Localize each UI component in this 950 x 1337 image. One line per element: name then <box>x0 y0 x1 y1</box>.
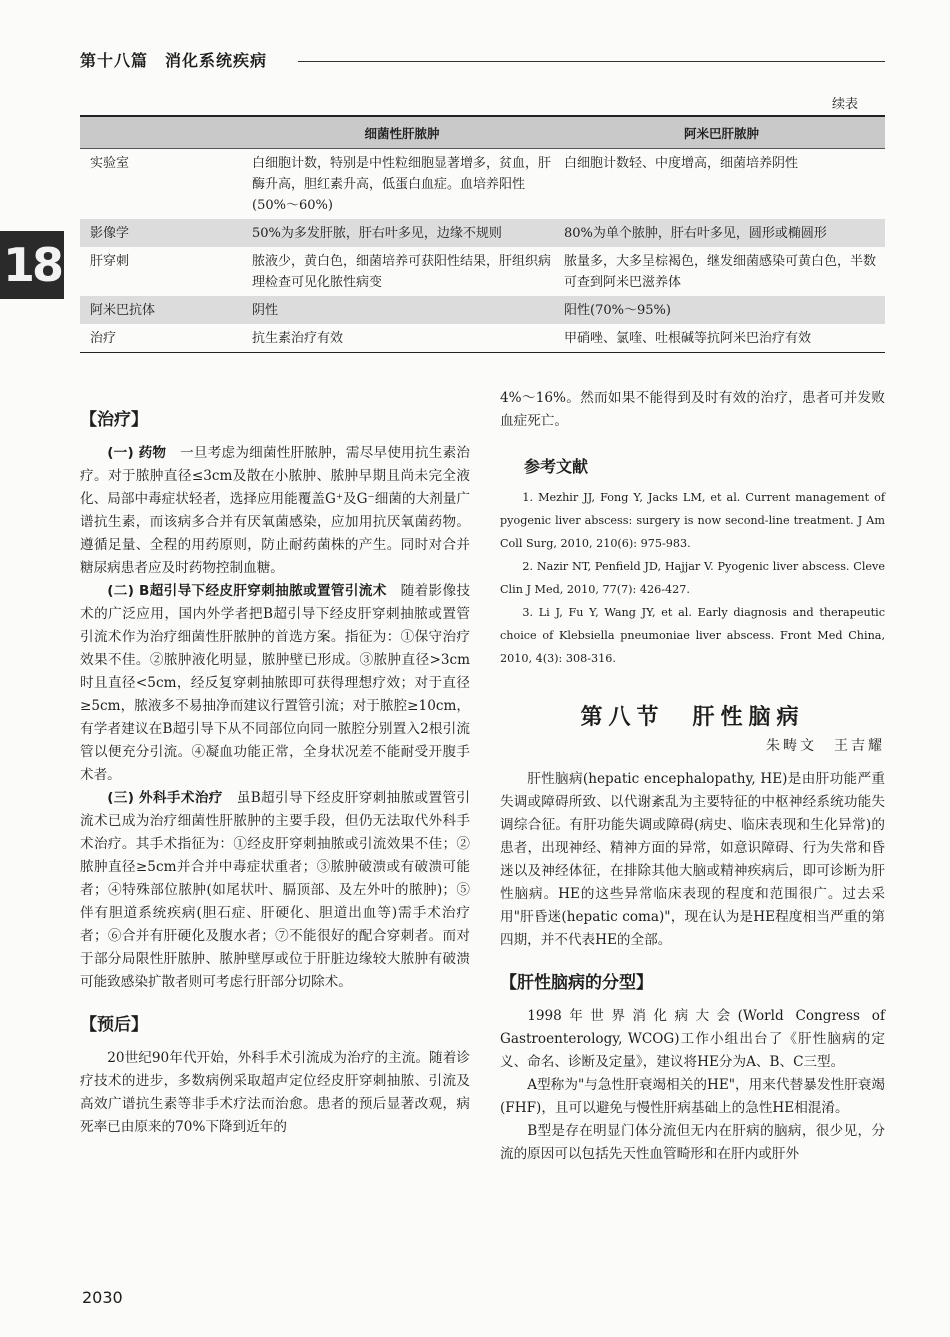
running-header <box>80 48 885 76</box>
reference-item: 1. Mezhir JJ, Fong Y, Jacks LM, et al. Current management of pyogenic liver abscess: surgery is now second-line treatment. J Am Coll Surg, 2010, 210(6): 975-983. <box>500 491 885 550</box>
cell-amoebic: 阳性(70%～95%) <box>558 296 885 324</box>
cell-bacterial: 50%为多发肝脓，肝右叶多见，边缘不规则 <box>246 219 558 247</box>
cell-bacterial: 阴性 <box>246 296 558 324</box>
surgery-paragraph <box>80 787 470 994</box>
table-row <box>80 149 885 220</box>
prognosis-continuation: 4%～16%。然而如果不能得到及时有效的治疗，患者可并发败血症死亡。 <box>500 390 885 429</box>
comparison-table <box>80 115 885 353</box>
table-row <box>80 324 885 353</box>
drug-paragraph <box>80 442 470 580</box>
right-column <box>500 387 885 1166</box>
reference-item: 3. Li J, Fu Y, Wang JY, et al. Early diagnosis and therapeutic choice of Klebsiella pneumoniae liver abscess. Front Med China, 2010, 4(3): 308-316. <box>500 606 885 665</box>
table-row <box>80 296 885 324</box>
surgery-text: 虽B超引导下经皮肝穿刺抽脓或置管引流术已成为治疗细菌性肝脓肿的主要手段，但仍无法取代外科手术治疗。其手术指征为：①经皮肝穿刺抽脓或引流效果不佳；②脓肿直径≥5cm并合并中毒症状重者；③脓肿破溃或有破溃可能者；④特殊部位脓肿(如尾状叶、膈顶部、及左外叶的脓肿)；⑤伴有胆道系统疾病(胆石症、肝硬化、胆道出血等)需手术治疗者；⑥合并有肝硬化及腹水者；⑦不能很好的配合穿刺者。而对于部分局限性肝脓肿、脓肿壁厚或位于肝脏边缘较大脓肿有破溃可能致感染扩散者则可考虑行肝部分切除术。 <box>80 790 471 990</box>
row-label: 实验室 <box>90 156 130 171</box>
reference-item: 2. Nazir NT, Penfield JD, Hajjar V. Pyogenic liver abscess. Cleve Clin J Med, 2010, 77(7): 426-427. <box>500 560 885 596</box>
drainage-subheading: (二) B超引导下经皮肝穿刺抽脓或置管引流术 <box>107 583 387 599</box>
cell-amoebic: 甲硝唑、氯喹、吐根碱等抗阿米巴治疗有效 <box>558 324 885 353</box>
cell-bacterial: 白细胞计数，特别是中性粒细胞显著增多，贫血，肝酶升高，胆红素升高，低蛋白血症。血培养阳性(50%～60%) <box>252 156 552 213</box>
prognosis-paragraph: 20世纪90年代开始，外科手术引流成为治疗的主流。随着诊疗技术的进步，多数病例采取超声定位经皮肝穿刺抽脓、引流及高效广谱抗生素等非手术疗法而治愈。患者的预后显著改观，病死率已由原来的70%下降到近年的 <box>80 1050 470 1135</box>
table-row <box>80 247 885 296</box>
cell-bacterial: 脓液少，黄白色，细菌培养可获阳性结果，肝组织病理检查可见化脓性病变 <box>252 254 552 290</box>
left-column <box>80 387 470 1139</box>
section-title: 第八节 肝性脑病 <box>580 705 805 730</box>
header-rule <box>298 61 885 62</box>
row-label: 肝穿刺 <box>90 254 130 269</box>
table-header-cell: 阿米巴肝脓肿 <box>558 116 885 149</box>
row-label: 治疗 <box>80 324 246 353</box>
table-header-row <box>80 116 885 149</box>
part-title: 第十八篇 消化系统疾病 <box>80 51 268 70</box>
drug-subheading: (一) 药物 <box>107 445 167 461</box>
chapter-thumb-tab: 18 <box>0 231 64 299</box>
section-authors: 朱畴文 王吉耀 <box>766 738 885 754</box>
cell-bacterial: 抗生素治疗有效 <box>246 324 558 353</box>
page-number: 2030 <box>82 1288 123 1307</box>
drug-text: 一旦考虑为细菌性肝脓肿，需尽早使用抗生素治疗。对于脓肿直径≤3cm及散在小脓肿、脓肿早期且尚未完全液化、局部中毒症状轻者，选择应用能覆盖G⁺及G⁻细菌的大剂量广谱抗生素，而该病多合并有厌氧菌感染，应加用抗厌氧菌药物。遵循足量、全程的用药原则，防止耐药菌株的产生。同时对合并糖尿病患者应及时药物控制血糖。 <box>80 445 471 576</box>
type-b-paragraph: B型是存在明显门体分流但无内在肝病的脑病，很少见，分流的原因可以包括先天性血管畸形和在肝内或肝外 <box>500 1123 885 1162</box>
row-label: 影像学 <box>80 219 246 247</box>
prognosis-heading: 【预后】 <box>80 1015 148 1035</box>
table-continued-label: 续表 <box>831 97 858 112</box>
treatment-heading: 【治疗】 <box>80 410 148 430</box>
cell-amoebic: 80%为单个脓肿，肝右叶多见，圆形或椭圆形 <box>558 219 885 247</box>
references-heading: 参考文献 <box>524 457 589 476</box>
type-a-paragraph: A型称为"与急性肝衰竭相关的HE"，用来代替暴发性肝衰竭(FHF)，且可以避免与慢性肝病基础上的急性HE相混淆。 <box>500 1077 885 1116</box>
intro-paragraph: 肝性脑病(hepatic encephalopathy, HE)是由肝功能严重失调或障碍所致、以代谢紊乱为主要特征的中枢神经系统功能失调综合征。有肝功能失调或障碍(病史、临床表现和生化异常)的患者，出现神经、精神方面的异常，如意识障碍、行为失常和昏迷以及神经体征，在排除其他大脑或精神疾病后，即可诊断为肝性脑病。HE的这些异常临床表现的程度和范围很广。过去采用"肝昏迷(hepatic coma)"，现在认为是HE程度相当严重的第四期，并不代表HE的全部。 <box>500 771 885 948</box>
row-label: 阿米巴抗体 <box>80 296 246 324</box>
surgery-subheading: (三) 外科手术治疗 <box>107 790 223 806</box>
table-row <box>80 219 885 247</box>
cell-amoebic: 白细胞计数轻、中度增高，细菌培养阴性 <box>564 156 799 171</box>
classification-heading: 【肝性脑病的分型】 <box>500 973 653 993</box>
drainage-text: 随着影像技术的广泛应用，国内外学者把B超引导下经皮肝穿刺抽脓或置管引流术作为治疗细菌性肝脓肿的首选方案。指征为：①保守治疗效果不佳。②脓肿液化明显，脓肿壁已形成。③脓肿直径>3cm时且直径<5cm，经反复穿刺抽脓即可获得理想疗效；对于直径≥5cm，脓液多不易抽净而建议行置管引流；对于脓腔≥10cm，有学者建议在B超引导下从不同部位向同一脓腔分别置入2根引流管以便充分引流。④凝血功能正常，全身状况差不能耐受开腹手术者。 <box>80 583 470 783</box>
classification-paragraph: 1998年世界消化病大会(World Congress of Gastroenterology, WCOG)工作小组出台了《肝性脑病的定义、命名、诊断及定量》，建议将HE分为A、B、C三型。 <box>500 1008 885 1070</box>
cell-amoebic: 脓量多，大多呈棕褐色，继发细菌感染可黄白色，半数可查到阿米巴滋养体 <box>564 254 877 290</box>
drainage-paragraph <box>80 580 470 787</box>
table-header-cell: 细菌性肝脓肿 <box>246 116 558 149</box>
table-header-cell <box>80 116 246 149</box>
